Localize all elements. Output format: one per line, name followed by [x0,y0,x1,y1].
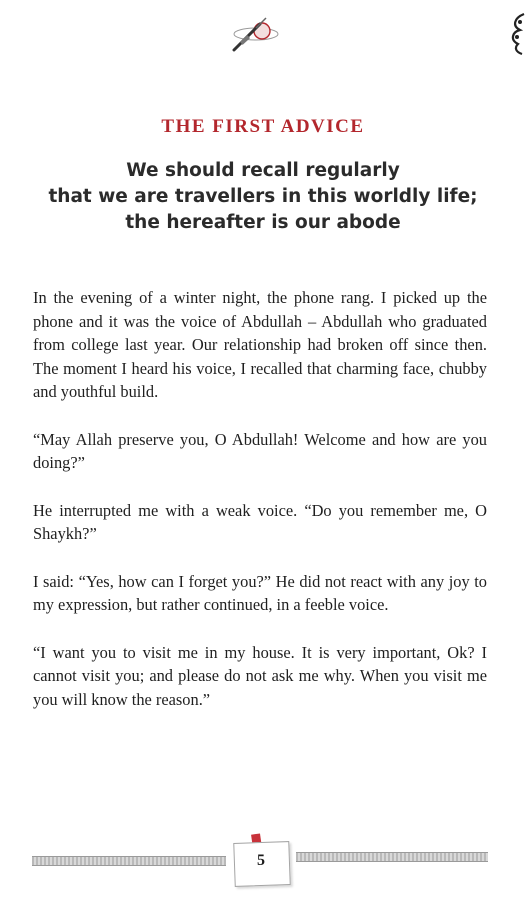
body-text [33,286,487,735]
subtitle-line: that we are travellers in this worldly life; [48,186,478,207]
page-number: 5 [257,852,265,869]
paragraph: “I want you to visit me in my house. It is very important, Ok? I cannot visit you; and please do not ask me why. When you visit me you will know the reason.” [33,642,487,709]
footer-divider-left [32,856,226,866]
paragraph: I said: “Yes, how can I forget you?” He did not react with any joy to my expression, but rather continued, in a feeble voice. [33,571,487,614]
chapter-subtitle [20,158,506,236]
chapter-heading: THE FIRST ADVICE [161,116,365,137]
subtitle-line: We should recall regularly [126,160,400,181]
subtitle-line: the hereafter is our abode [125,212,401,233]
paragraph: He interrupted me with a weak voice. “Do you remember me, O Shaykh?” [33,500,487,543]
paragraph: “May Allah preserve you, O Abdullah! Welcome and how are you doing?” [33,429,487,472]
paragraph: In the evening of a winter night, the phone rang. I picked up the phone and it was the voice of Abdullah – Abdullah who graduated from college last year. Our relationship had broken off since then. The moment I heard his voice, I recalled that charming face, chubby and youthful build. [33,288,487,401]
footer-divider-right [296,852,488,862]
floral-corner-ornament-icon [508,10,526,56]
pen-and-book-ornament-icon [226,14,282,54]
